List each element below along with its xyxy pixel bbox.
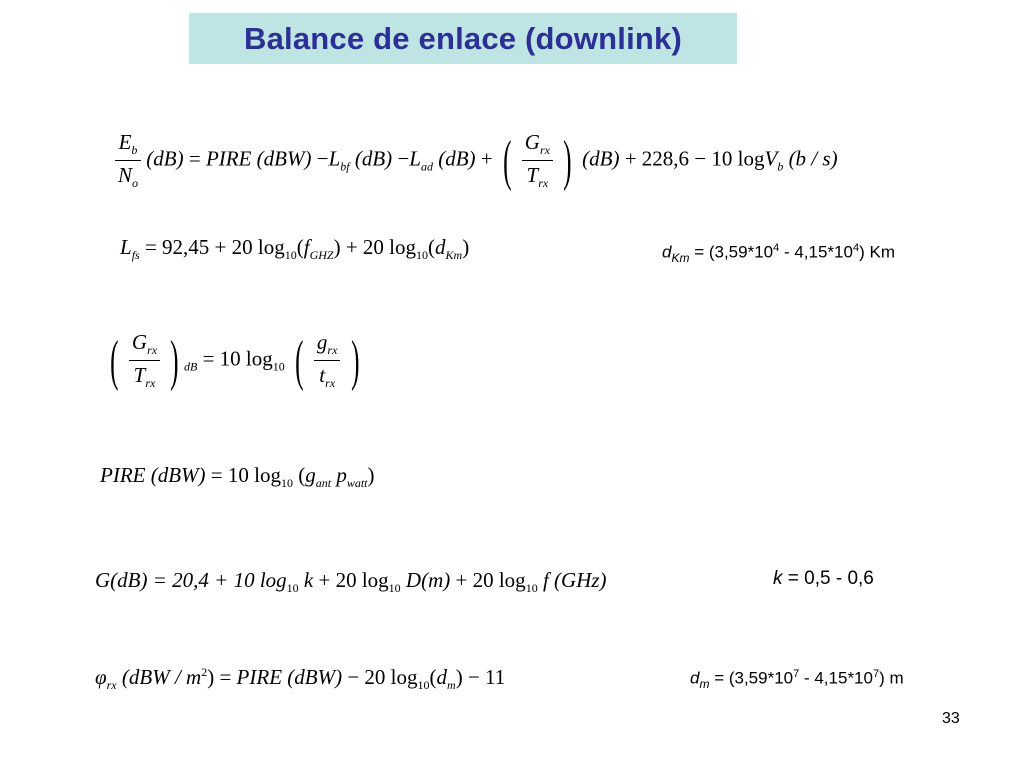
slide-title: Balance de enlace (downlink) [244,20,682,56]
antenna-gain-equation: G(dB) = 20,4 + 10 $\log_{10} k + 20$ $\log_{10} D(m) + 20$ $\log_{10} f$ (GHz) [95,568,607,596]
title-box [189,13,737,64]
free-space-loss-equation: $L_{fs} = 92,45 + 20$ $\log_{10}(f_{GHZ}) + 20$ $\log_{10}(d_{Km})$ [120,235,470,263]
pire-equation: PIRE (dBW) = 10 $\log_{10} (g_{ant}$ $p_{watt}$) [100,463,375,491]
page-number: 33 [942,710,960,727]
distance-m-note: $d_m = (3,59*10^7 - 4,15*10^7)$ m [690,668,904,692]
link-budget-equation: $\frac{E_b}{N_o}$ (dB) = PIRE $(dBW) -L_{bf}$ $(dB) -L_{ad}$ (dB) + ( $\frac{G_{rx}}{T_{rx}}$ ) (dB) + 228,6 − 10 logV$_b$ (b / s) [115,130,838,191]
eb-no-fraction: $\frac{E_b}{N_o}$ [115,130,141,191]
k-factor-note: k = 0,5 - 0,6 [773,568,874,589]
g-over-t-db-equation: ( $\frac{G_{rx}}{T_{rx}}$ ) $_{dB}$ = 10 $\log_{10}$ ( $\frac{g_{rx}}{t_{rx}}$ ) [110,329,360,392]
flux-density-equation: $\varphi_{rx}$ $(dBW / m^2)$ = PIRE (dBW) − 20 $\log_{10}(d_m) - 11$ [95,665,506,693]
g-over-t-fraction: $\frac{G_{rx}}{T_{rx}}$ [522,130,553,191]
distance-km-note: $d_{Km} = (3,59*10^4 - 4,15*10^4)$ Km [662,242,895,266]
